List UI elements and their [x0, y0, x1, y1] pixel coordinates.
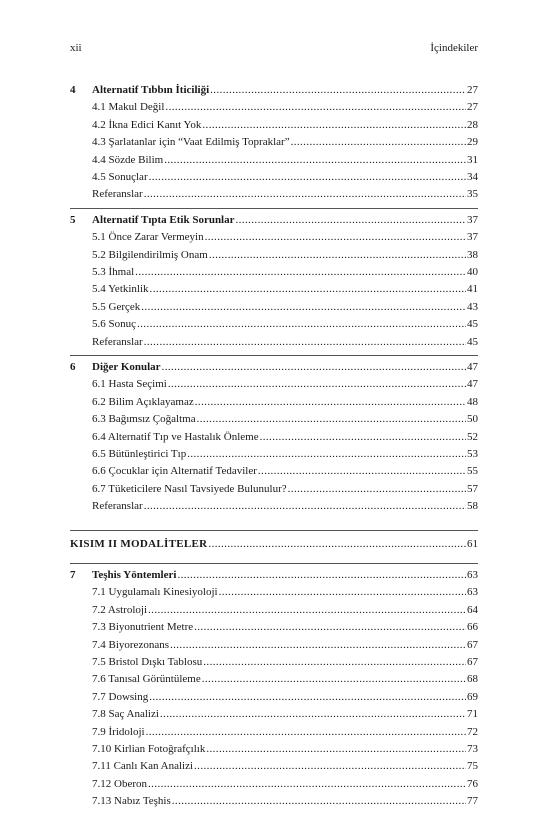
toc-section-entry[interactable]	[70, 741, 478, 758]
dot-leader	[168, 376, 466, 393]
toc-section-entry[interactable]	[70, 316, 478, 333]
dot-leader	[165, 99, 466, 116]
toc-page-number: 48	[467, 395, 478, 408]
dot-leader	[194, 619, 466, 636]
toc-section-entry[interactable]	[70, 671, 478, 688]
dot-leader	[162, 359, 466, 376]
toc-entry-title: 5.1 Önce Zarar Vermeyin	[92, 229, 205, 246]
toc-section-entry[interactable]	[70, 481, 478, 498]
chapter-number: 5	[70, 213, 76, 226]
toc-page-number: 68	[467, 673, 478, 686]
toc-entry-title: 7.11 Canlı Kan Analizi	[92, 758, 194, 775]
toc-entry-title: Referanslar	[92, 498, 144, 515]
dot-leader	[208, 536, 466, 553]
toc-entry-title: 6.6 Çocuklar için Alternatif Tedaviler	[92, 463, 258, 480]
toc-page-number: 52	[467, 430, 478, 443]
page-number: xii	[70, 42, 82, 54]
dot-leader	[202, 117, 466, 134]
toc-section-entry[interactable]	[70, 264, 478, 281]
dot-leader	[236, 212, 466, 229]
toc-entry-title: 7.5 Bristol Dışkı Tablosu	[92, 654, 203, 671]
toc-page-number: 29	[467, 136, 478, 149]
dot-leader	[195, 394, 466, 411]
toc-page-number: 41	[467, 283, 478, 296]
toc-page-number: 53	[467, 448, 478, 460]
dot-leader	[288, 481, 466, 498]
toc-entry-title: 7.7 Dowsing	[92, 689, 149, 706]
toc-section-entry[interactable]	[70, 637, 478, 654]
toc-page-number: 50	[467, 413, 478, 426]
toc-page-number: 47	[467, 378, 478, 391]
dot-leader	[187, 446, 466, 463]
toc-page-number: 71	[467, 708, 478, 721]
dot-leader	[209, 247, 466, 264]
running-title: İçindekiler	[430, 42, 478, 54]
toc-entry-title: 6.3 Bağımsız Çoğaltma	[92, 411, 197, 428]
toc-entry-title: 5.5 Gerçek	[92, 299, 141, 316]
toc-page-number: 67	[467, 656, 478, 668]
dot-leader	[149, 169, 466, 186]
toc-entry-title: 7.3 Biyonutrient Metre	[92, 619, 194, 636]
toc-page-number: 61	[467, 537, 478, 550]
toc-entry-title: Diğer Konular	[92, 359, 162, 376]
toc-chapter-entry[interactable]	[70, 359, 478, 376]
toc-section-entry[interactable]	[70, 281, 478, 298]
toc-chapter-entry[interactable]	[70, 212, 478, 229]
dot-leader	[148, 602, 466, 619]
toc-entry-title: 5.4 Yetkinlik	[92, 281, 150, 298]
toc-page-number: 37	[467, 231, 478, 244]
toc-entry-title: 7.8 Saç Analizi	[92, 706, 160, 723]
toc-section-entry[interactable]	[70, 134, 478, 151]
toc-entry-title: 7.4 Biyorezonans	[92, 637, 170, 654]
toc-section-entry[interactable]	[70, 758, 478, 775]
toc-entry-title: 7.12 Oberon	[92, 776, 148, 793]
chapter-number: 7	[70, 569, 76, 581]
toc-entry-title: Alternatif Tıpta Etik Sorunlar	[92, 212, 236, 229]
toc-page-number: 76	[467, 777, 478, 790]
toc-entry-title: 5.6 Sonuç	[92, 316, 137, 333]
toc-section-entry[interactable]	[70, 376, 478, 393]
toc-page-number: 45	[467, 318, 478, 331]
toc-page-number: 27	[467, 84, 478, 96]
toc-references-entry[interactable]	[70, 498, 478, 515]
dot-leader	[203, 654, 466, 671]
chapter-number: 6	[70, 361, 76, 373]
toc-page-number: 55	[467, 465, 478, 478]
toc-entry-title: 7.1 Uygulamalı Kinesiyoloji	[92, 584, 219, 601]
toc-page-number: 67	[467, 638, 478, 651]
toc-page-number: 27	[467, 101, 478, 114]
toc-section-entry[interactable]	[70, 411, 478, 428]
toc-part-entry[interactable]	[70, 536, 478, 553]
chapter-number: 4	[70, 84, 76, 96]
toc-entry-title: 6.2 Bilim Açıklayamaz	[92, 394, 195, 411]
toc-entry-title: 6.7 Tüketicilere Nasıl Tavsiyede Bulunulur?	[92, 481, 288, 498]
toc-entry-title: 6.5 Bütünleştirici Tıp	[92, 446, 187, 463]
toc-page-number: 72	[467, 725, 478, 738]
section-divider	[70, 530, 478, 531]
toc-references-entry[interactable]	[70, 334, 478, 351]
toc-entry-title: Teşhis Yöntemleri	[92, 567, 177, 584]
toc-page-number: 28	[467, 118, 478, 131]
toc-section-entry[interactable]	[70, 247, 478, 264]
toc-entry-title: 4.1 Makul Değil	[92, 99, 165, 116]
toc-section-entry[interactable]	[70, 706, 478, 723]
toc-page-number: 31	[467, 153, 478, 166]
toc-section-entry[interactable]	[70, 724, 478, 741]
toc-entry-title: 6.4 Alternatif Tıp ve Hastalık Önleme	[92, 429, 260, 446]
dot-leader	[170, 637, 466, 654]
toc-page-number: 34	[467, 171, 478, 183]
toc-page-number: 64	[467, 603, 478, 616]
dot-leader	[137, 316, 466, 333]
dot-leader	[219, 584, 466, 601]
section-divider	[70, 563, 478, 564]
toc-section-entry[interactable]	[70, 689, 478, 706]
dot-leader	[144, 498, 466, 515]
toc-entry-title: Referanslar	[92, 186, 144, 203]
dot-leader	[210, 82, 466, 99]
toc-entry-title: Alternatif Tıbbın İticiliği	[92, 82, 210, 99]
toc-section-entry[interactable]	[70, 584, 478, 601]
dot-leader	[260, 429, 466, 446]
toc-section-entry[interactable]	[70, 793, 478, 810]
toc-page-number: 40	[467, 266, 478, 278]
toc-entry-title: 4.5 Sonuçlar	[92, 169, 149, 186]
toc-page-number: 57	[467, 482, 478, 495]
section-divider	[70, 208, 478, 209]
toc-entry-title: KISIM II MODALİTELER	[70, 536, 208, 553]
toc-page-number: 58	[467, 500, 478, 513]
toc-page-number: 73	[467, 743, 478, 755]
toc-entry-title: 5.3 İhmal	[92, 264, 135, 281]
toc-entry-title: 5.2 Bilgilendirilmiş Onam	[92, 247, 209, 264]
toc-section-entry[interactable]	[70, 776, 478, 793]
dot-leader	[135, 264, 466, 281]
toc-section-entry[interactable]	[70, 394, 478, 411]
toc-entry-title: 7.10 Kirlian Fotoğrafçılık	[92, 741, 206, 758]
dot-leader	[150, 281, 466, 298]
toc-section-entry[interactable]	[70, 229, 478, 246]
dot-leader	[141, 299, 466, 316]
toc-entry-title: Referanslar	[92, 334, 144, 351]
toc-page-number: 43	[467, 300, 478, 313]
page-header	[70, 42, 478, 56]
toc-entry-title: 7.13 Nabız Teşhis	[92, 793, 172, 810]
toc-section-entry[interactable]	[70, 152, 478, 169]
dot-leader	[172, 793, 466, 810]
dot-leader	[194, 758, 466, 775]
dot-leader	[202, 671, 466, 688]
toc-entry-title: 7.9 İridoloji	[92, 724, 146, 741]
toc-page-number: 47	[467, 361, 478, 373]
toc-page-number: 77	[467, 795, 478, 808]
toc-section-entry[interactable]	[70, 463, 478, 480]
toc-entry-title: 4.2 İkna Edici Kanıt Yok	[92, 117, 202, 134]
toc-references-entry[interactable]	[70, 186, 478, 203]
toc-page-number: 35	[467, 188, 478, 201]
toc-section-entry[interactable]	[70, 446, 478, 463]
dot-leader	[164, 152, 466, 169]
toc-section-entry[interactable]	[70, 429, 478, 446]
toc-page-number: 45	[467, 335, 478, 348]
toc-entry-title: 6.1 Hasta Seçimi	[92, 376, 168, 393]
toc-entry-title: 7.2 Astroloji	[92, 602, 148, 619]
toc-page-number: 63	[467, 569, 478, 581]
dot-leader	[205, 229, 466, 246]
toc-section-entry[interactable]	[70, 299, 478, 316]
dot-leader	[206, 741, 466, 758]
toc-section-entry[interactable]	[70, 654, 478, 671]
toc-chapter-entry[interactable]	[70, 82, 478, 99]
toc-section-entry[interactable]	[70, 117, 478, 134]
toc-page-number: 75	[467, 760, 478, 773]
toc-page-number: 38	[467, 248, 478, 261]
dot-leader	[160, 706, 466, 723]
dot-leader	[146, 724, 466, 741]
dot-leader	[149, 689, 466, 706]
dot-leader	[144, 186, 466, 203]
toc-page-number: 37	[467, 213, 478, 226]
dot-leader	[177, 567, 466, 584]
dot-leader	[197, 411, 466, 428]
toc-section-entry[interactable]	[70, 169, 478, 186]
toc-entry-title: 4.3 Şarlatanlar için “Vaat Edilmiş Topraklar”	[92, 134, 291, 151]
toc-entry-title: 4.4 Sözde Bilim	[92, 152, 164, 169]
toc-page-number: 63	[467, 586, 478, 599]
toc-page-number: 69	[467, 690, 478, 703]
toc-entry-title: 7.6 Tanısal Görüntüleme	[92, 671, 202, 688]
dot-leader	[144, 334, 466, 351]
dot-leader	[258, 463, 466, 480]
toc-chapter-entry[interactable]	[70, 567, 478, 584]
section-divider	[70, 355, 478, 356]
toc-page-number: 66	[467, 621, 478, 634]
toc-section-entry[interactable]	[70, 99, 478, 116]
toc-section-entry[interactable]	[70, 619, 478, 636]
toc-section-entry[interactable]	[70, 602, 478, 619]
dot-leader	[291, 134, 466, 151]
dot-leader	[148, 776, 466, 793]
